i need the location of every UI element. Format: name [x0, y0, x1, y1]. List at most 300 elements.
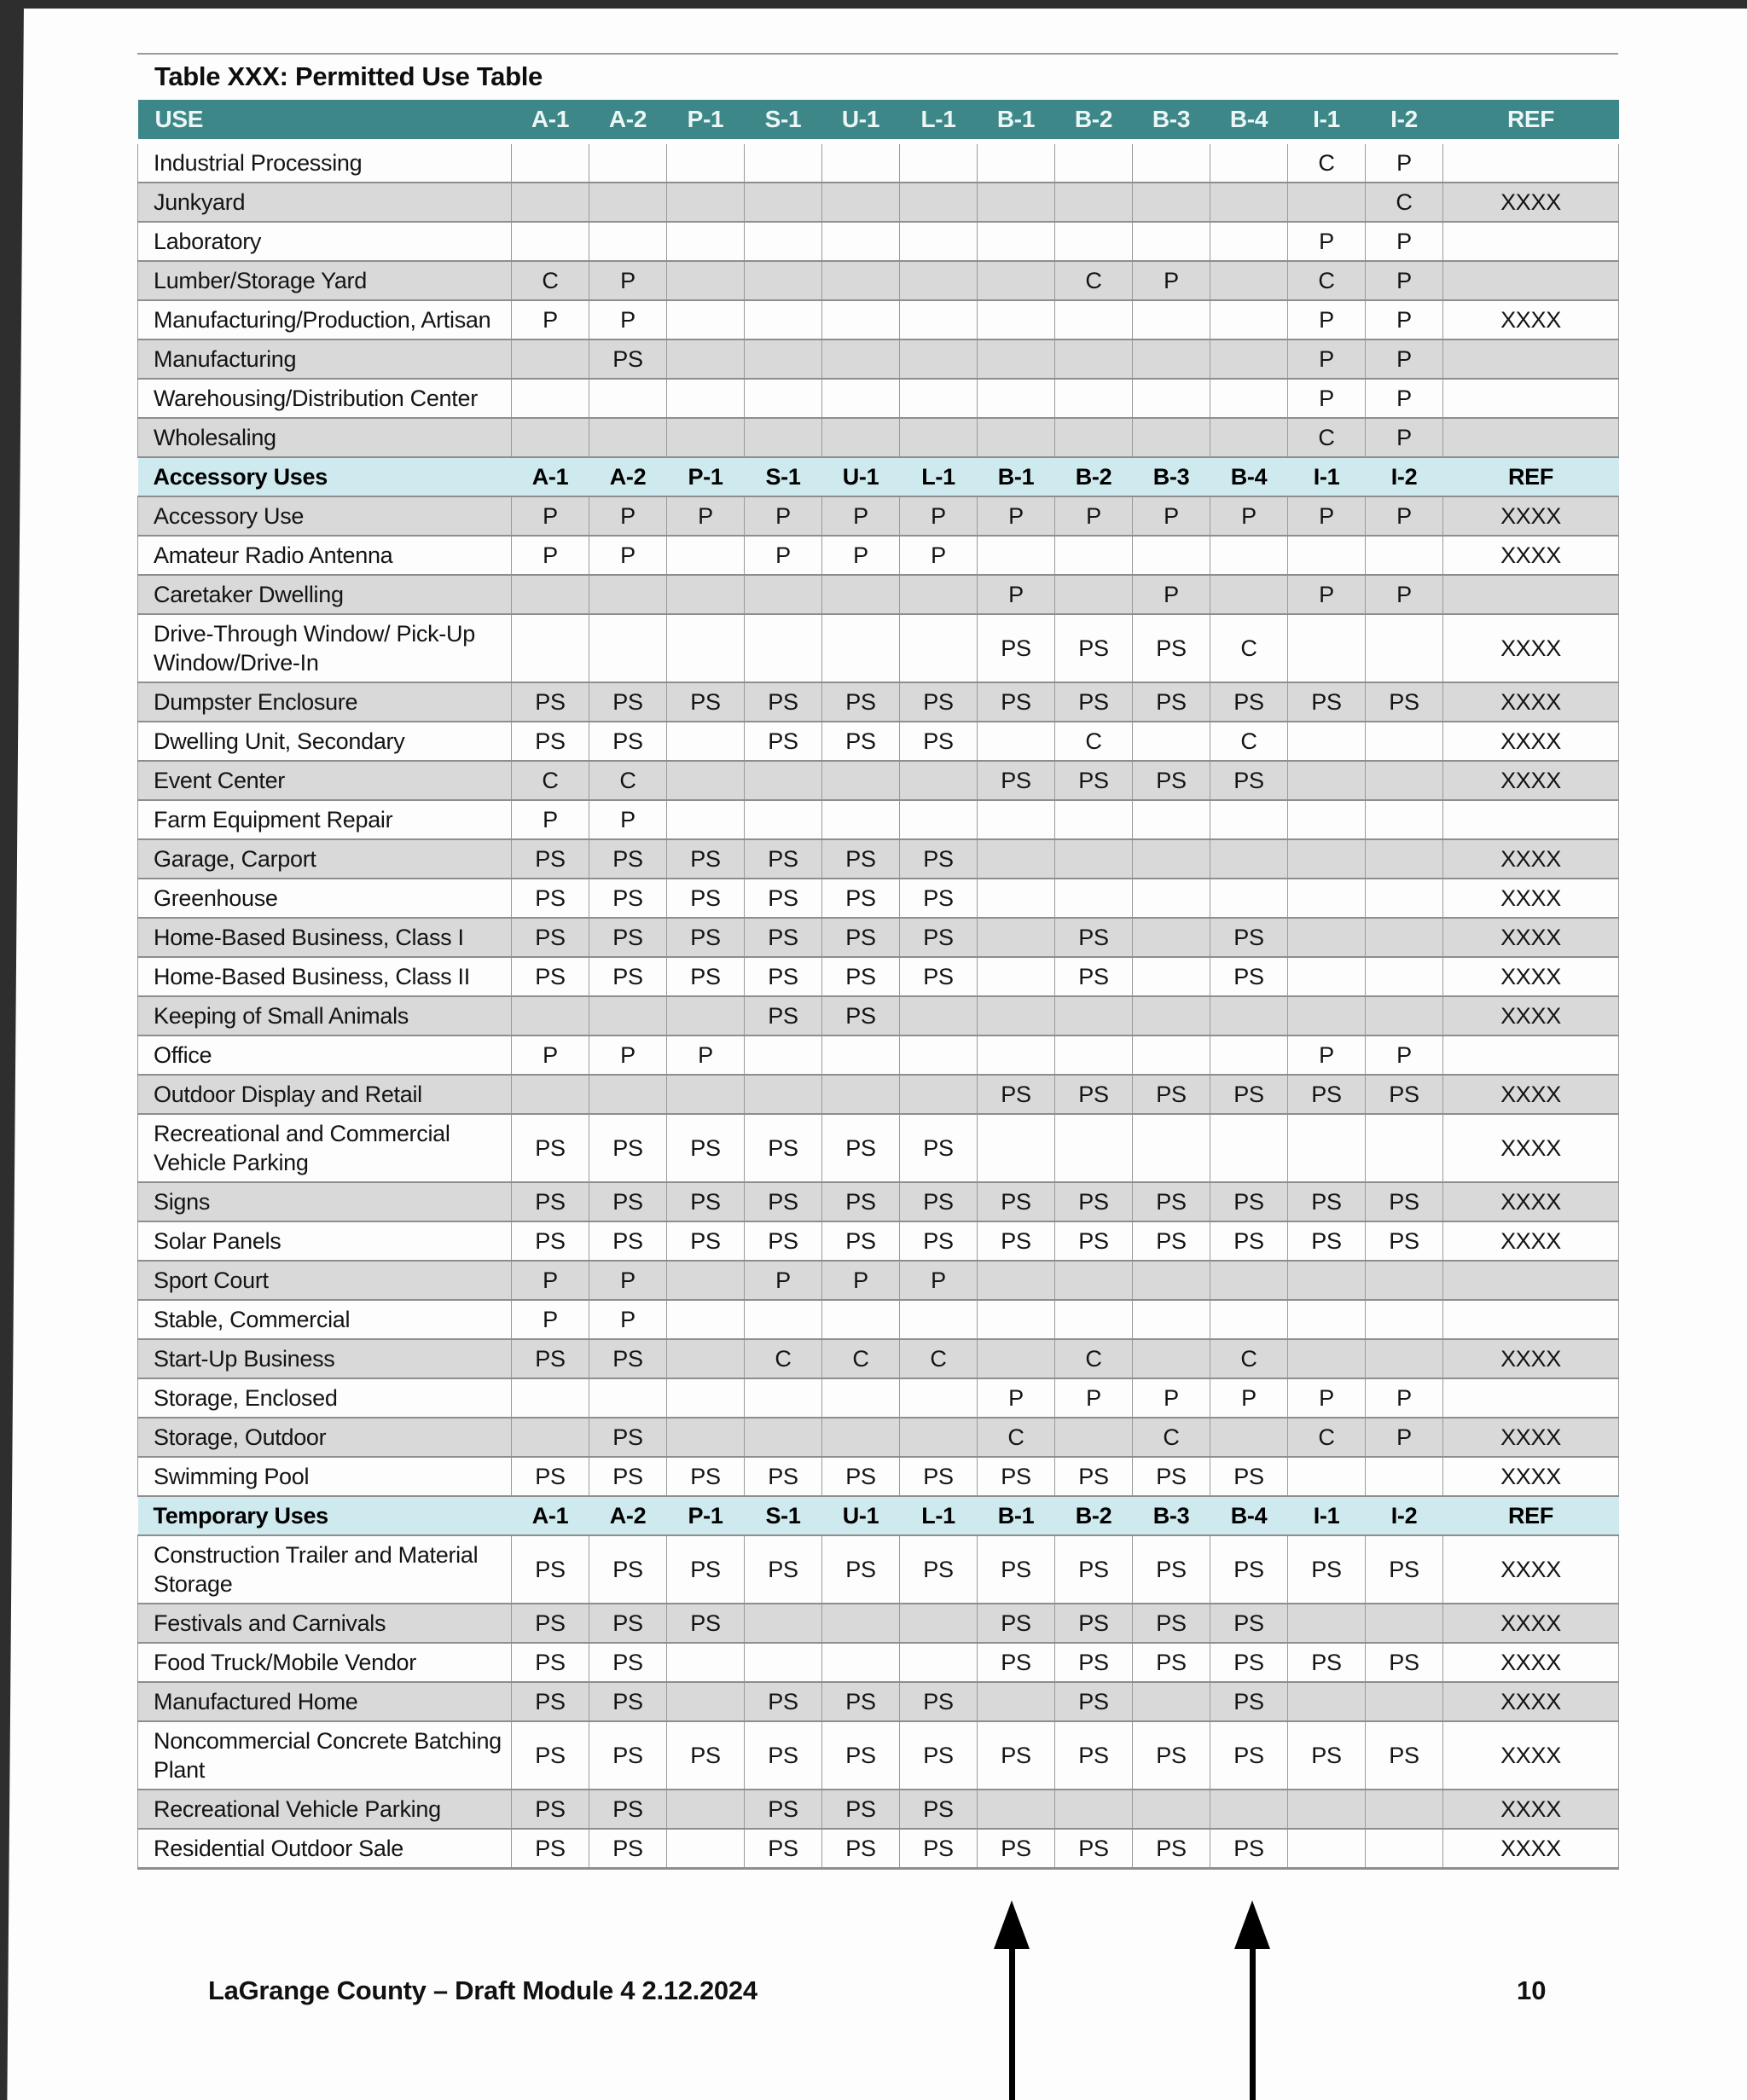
use-row — [138, 722, 1619, 761]
zone-cell-B-2 — [1055, 142, 1133, 183]
zone-cell-A-1: PS — [512, 1339, 589, 1378]
zone-cell-A-1 — [512, 418, 589, 457]
zone-cell-A-2: P — [589, 536, 667, 575]
ref-cell — [1443, 339, 1619, 379]
zone-cell-L-1 — [900, 379, 978, 418]
zone-cell-P-1 — [667, 300, 745, 339]
zone-cell-B-4 — [1210, 261, 1288, 300]
use-row — [138, 1721, 1619, 1790]
zone-cell-B-2 — [1055, 183, 1133, 222]
zone-cell-U-1 — [822, 1604, 900, 1643]
use-row — [138, 879, 1619, 918]
zone-cell-B-1 — [978, 1682, 1055, 1721]
zone-cell-B-2 — [1055, 1300, 1133, 1339]
zone-cell-A-1: PS — [512, 1682, 589, 1721]
use-row — [138, 1300, 1619, 1339]
zone-cell-L-1 — [900, 261, 978, 300]
zone-cell-A-1 — [512, 1075, 589, 1114]
zone-cell-A-1: PS — [512, 957, 589, 996]
section-col-label: B-3 — [1133, 1496, 1210, 1535]
zone-cell-A-1: PS — [512, 682, 589, 722]
section-col-label: U-1 — [822, 457, 900, 496]
use-row — [138, 418, 1619, 457]
col-header-B-1: B-1 — [978, 100, 1055, 142]
zone-cell-A-2 — [589, 222, 667, 261]
ref-cell: XXXX — [1443, 1114, 1619, 1182]
zone-cell-U-1 — [822, 1300, 900, 1339]
permitted-use-table-block — [137, 53, 1618, 1870]
zone-cell-S-1: PS — [745, 1790, 822, 1829]
zone-cell-A-2: P — [589, 496, 667, 536]
zone-cell-P-1 — [667, 1682, 745, 1721]
zone-cell-U-1 — [822, 1418, 900, 1457]
use-name-cell: Dumpster Enclosure — [138, 682, 512, 722]
zone-cell-U-1: C — [822, 1339, 900, 1378]
use-row — [138, 1829, 1619, 1869]
zone-cell-L-1 — [900, 1035, 978, 1075]
zone-cell-B-2: P — [1055, 1378, 1133, 1418]
zone-cell-P-1 — [667, 536, 745, 575]
zone-cell-B-2: PS — [1055, 761, 1133, 800]
ref-cell: XXXX — [1443, 996, 1619, 1035]
zone-cell-B-4: C — [1210, 1339, 1288, 1378]
zone-cell-L-1: PS — [900, 918, 978, 957]
zone-cell-I-2: P — [1366, 1378, 1443, 1418]
zone-cell-A-2: PS — [589, 339, 667, 379]
zone-cell-P-1 — [667, 1261, 745, 1300]
use-row — [138, 1114, 1619, 1182]
use-row — [138, 261, 1619, 300]
use-name-cell: Festivals and Carnivals — [138, 1604, 512, 1643]
zone-cell-B-3: P — [1133, 1378, 1210, 1418]
section-col-label: B-4 — [1210, 457, 1288, 496]
use-name-cell: Laboratory — [138, 222, 512, 261]
zone-cell-P-1 — [667, 1378, 745, 1418]
use-name-cell: Storage, Outdoor — [138, 1418, 512, 1457]
zone-cell-A-2: PS — [589, 682, 667, 722]
zone-cell-A-1 — [512, 142, 589, 183]
zone-cell-S-1 — [745, 800, 822, 839]
zone-cell-I-1 — [1288, 761, 1366, 800]
zone-cell-B-1 — [978, 300, 1055, 339]
zone-cell-B-1 — [978, 418, 1055, 457]
zone-cell-B-4 — [1210, 1418, 1288, 1457]
zone-cell-I-1: C — [1288, 1418, 1366, 1457]
ref-cell — [1443, 1378, 1619, 1418]
zone-cell-A-2: PS — [589, 722, 667, 761]
zone-cell-B-2: PS — [1055, 1075, 1133, 1114]
zone-cell-P-1: PS — [667, 1604, 745, 1643]
col-header-U-1: U-1 — [822, 100, 900, 142]
zone-cell-I-2 — [1366, 1300, 1443, 1339]
ref-cell: XXXX — [1443, 614, 1619, 682]
zone-cell-A-1 — [512, 1418, 589, 1457]
zone-cell-A-1: PS — [512, 1182, 589, 1221]
zone-cell-B-2 — [1055, 996, 1133, 1035]
ref-cell: XXXX — [1443, 1535, 1619, 1604]
zone-cell-S-1: PS — [745, 957, 822, 996]
use-row — [138, 379, 1619, 418]
ref-cell — [1443, 142, 1619, 183]
zone-cell-B-3: PS — [1133, 761, 1210, 800]
zone-cell-B-4 — [1210, 996, 1288, 1035]
zone-cell-P-1 — [667, 339, 745, 379]
use-row — [138, 957, 1619, 996]
section-col-label: B-3 — [1133, 457, 1210, 496]
zone-cell-U-1: PS — [822, 722, 900, 761]
zone-cell-I-2 — [1366, 957, 1443, 996]
zone-cell-B-4 — [1210, 1790, 1288, 1829]
zone-cell-B-2: PS — [1055, 682, 1133, 722]
use-row — [138, 1643, 1619, 1682]
zone-cell-B-3: PS — [1133, 614, 1210, 682]
section-col-label: A-1 — [512, 457, 589, 496]
ref-cell: XXXX — [1443, 722, 1619, 761]
use-row — [138, 300, 1619, 339]
zone-cell-B-4 — [1210, 1300, 1288, 1339]
ref-cell: XXXX — [1443, 879, 1619, 918]
use-row — [138, 536, 1619, 575]
zone-cell-A-2 — [589, 1075, 667, 1114]
arrow-head-icon — [994, 1900, 1030, 1949]
zone-cell-B-4: C — [1210, 614, 1288, 682]
use-name-cell: Outdoor Display and Retail — [138, 1075, 512, 1114]
zone-cell-S-1 — [745, 1300, 822, 1339]
zone-cell-I-2: P — [1366, 300, 1443, 339]
zone-cell-A-1: PS — [512, 1829, 589, 1869]
zone-cell-B-2: PS — [1055, 1604, 1133, 1643]
zone-cell-B-1 — [978, 1114, 1055, 1182]
zone-cell-P-1 — [667, 996, 745, 1035]
zone-cell-U-1 — [822, 761, 900, 800]
zone-cell-I-1: C — [1288, 418, 1366, 457]
zone-cell-I-1 — [1288, 1790, 1366, 1829]
zone-cell-A-1: PS — [512, 918, 589, 957]
zone-cell-A-2 — [589, 996, 667, 1035]
zone-cell-P-1 — [667, 1790, 745, 1829]
footer-document-title: LaGrange County – Draft Module 4 2.12.2024 — [208, 1975, 757, 2005]
section-header-row — [138, 457, 1619, 496]
zone-cell-B-2 — [1055, 1114, 1133, 1182]
zone-cell-B-1 — [978, 1339, 1055, 1378]
zone-cell-I-2 — [1366, 879, 1443, 918]
ref-cell — [1443, 1261, 1619, 1300]
zone-cell-U-1: PS — [822, 1114, 900, 1182]
use-name-cell: Lumber/Storage Yard — [138, 261, 512, 300]
use-row — [138, 682, 1619, 722]
zone-cell-P-1 — [667, 1643, 745, 1682]
zone-cell-B-4: PS — [1210, 1643, 1288, 1682]
use-name-cell: Accessory Use — [138, 496, 512, 536]
use-name-cell: Signs — [138, 1182, 512, 1221]
col-header-I-2: I-2 — [1366, 100, 1443, 142]
use-row — [138, 1457, 1619, 1496]
zone-cell-S-1 — [745, 183, 822, 222]
zone-cell-A-2 — [589, 142, 667, 183]
ref-cell — [1443, 575, 1619, 614]
zone-cell-B-3: PS — [1133, 1604, 1210, 1643]
use-name-cell: Home-Based Business, Class I — [138, 918, 512, 957]
zone-cell-I-2 — [1366, 1682, 1443, 1721]
zone-cell-B-3 — [1133, 879, 1210, 918]
ref-cell — [1443, 1300, 1619, 1339]
use-name-cell: Drive-Through Window/ Pick-Up Window/Drive-In — [138, 614, 512, 682]
zone-cell-S-1 — [745, 761, 822, 800]
zone-cell-U-1 — [822, 261, 900, 300]
col-header-P-1: P-1 — [667, 100, 745, 142]
zone-cell-B-2: PS — [1055, 918, 1133, 957]
zone-cell-B-4 — [1210, 800, 1288, 839]
zone-cell-I-2: P — [1366, 261, 1443, 300]
zone-cell-I-1 — [1288, 1300, 1366, 1339]
zone-cell-L-1: PS — [900, 1829, 978, 1869]
zone-cell-I-1: P — [1288, 1378, 1366, 1418]
use-row — [138, 918, 1619, 957]
zone-cell-S-1: P — [745, 1261, 822, 1300]
zone-cell-I-1: P — [1288, 575, 1366, 614]
use-name-cell: Junkyard — [138, 183, 512, 222]
zone-cell-I-1: P — [1288, 496, 1366, 536]
ref-cell: XXXX — [1443, 1418, 1619, 1457]
ref-cell: XXXX — [1443, 1604, 1619, 1643]
zone-cell-A-1 — [512, 379, 589, 418]
use-name-cell: Wholesaling — [138, 418, 512, 457]
ref-cell — [1443, 800, 1619, 839]
zone-cell-B-3 — [1133, 918, 1210, 957]
col-header-B-2: B-2 — [1055, 100, 1133, 142]
zone-cell-I-2: PS — [1366, 1535, 1443, 1604]
section-header-row — [138, 1496, 1619, 1535]
zone-cell-L-1: PS — [900, 1682, 978, 1721]
zone-cell-B-2 — [1055, 1035, 1133, 1075]
zone-cell-I-2: C — [1366, 183, 1443, 222]
zone-cell-I-2: P — [1366, 418, 1443, 457]
zone-cell-A-2: PS — [589, 1790, 667, 1829]
zone-cell-I-1 — [1288, 536, 1366, 575]
zone-cell-I-1 — [1288, 183, 1366, 222]
use-row — [138, 1790, 1619, 1829]
zone-cell-S-1: PS — [745, 1182, 822, 1221]
zone-cell-L-1 — [900, 614, 978, 682]
zone-cell-A-2: PS — [589, 1535, 667, 1604]
zone-cell-B-4 — [1210, 379, 1288, 418]
section-col-label: B-1 — [978, 457, 1055, 496]
zone-cell-L-1 — [900, 300, 978, 339]
zone-cell-B-3 — [1133, 722, 1210, 761]
zone-cell-B-4: PS — [1210, 1682, 1288, 1721]
zone-cell-A-1 — [512, 1378, 589, 1418]
zone-cell-L-1 — [900, 418, 978, 457]
zone-cell-A-1: PS — [512, 879, 589, 918]
zone-cell-I-1: PS — [1288, 1182, 1366, 1221]
zone-cell-U-1 — [822, 183, 900, 222]
use-row — [138, 1182, 1619, 1221]
zone-cell-S-1 — [745, 300, 822, 339]
zone-cell-A-2: PS — [589, 879, 667, 918]
use-name-cell: Office — [138, 1035, 512, 1075]
zone-cell-S-1 — [745, 575, 822, 614]
zone-cell-U-1: PS — [822, 1457, 900, 1496]
zone-cell-B-1: PS — [978, 1457, 1055, 1496]
zone-cell-B-3 — [1133, 536, 1210, 575]
zone-cell-B-4: PS — [1210, 1182, 1288, 1221]
zone-cell-B-4: PS — [1210, 918, 1288, 957]
zone-cell-L-1: P — [900, 1261, 978, 1300]
ref-cell — [1443, 1035, 1619, 1075]
zone-cell-B-3 — [1133, 183, 1210, 222]
use-name-cell: Amateur Radio Antenna — [138, 536, 512, 575]
zone-cell-I-1: PS — [1288, 1721, 1366, 1790]
ref-cell — [1443, 222, 1619, 261]
zone-cell-P-1: PS — [667, 918, 745, 957]
zone-cell-I-2: PS — [1366, 1075, 1443, 1114]
zone-cell-B-3 — [1133, 142, 1210, 183]
use-row — [138, 800, 1619, 839]
zone-cell-A-2: PS — [589, 1457, 667, 1496]
use-name-cell: Recreational Vehicle Parking — [138, 1790, 512, 1829]
zone-cell-L-1 — [900, 1300, 978, 1339]
zone-cell-B-1: PS — [978, 1221, 1055, 1261]
section-col-label: L-1 — [900, 457, 978, 496]
zone-cell-S-1: PS — [745, 839, 822, 879]
zone-cell-A-1: PS — [512, 1790, 589, 1829]
zone-cell-A-1: P — [512, 496, 589, 536]
zone-cell-B-1 — [978, 1300, 1055, 1339]
zone-cell-U-1 — [822, 1643, 900, 1682]
use-row — [138, 839, 1619, 879]
zone-cell-B-3 — [1133, 996, 1210, 1035]
zone-cell-I-2: P — [1366, 1035, 1443, 1075]
zone-cell-P-1 — [667, 1300, 745, 1339]
zone-cell-B-4 — [1210, 183, 1288, 222]
zone-cell-B-1: PS — [978, 1721, 1055, 1790]
ref-cell: XXXX — [1443, 496, 1619, 536]
zone-cell-A-2: PS — [589, 1114, 667, 1182]
zone-cell-L-1: PS — [900, 1221, 978, 1261]
zone-cell-B-1: PS — [978, 1604, 1055, 1643]
zone-cell-I-2 — [1366, 839, 1443, 879]
zone-cell-B-4 — [1210, 418, 1288, 457]
zone-cell-B-2 — [1055, 379, 1133, 418]
section-col-label: P-1 — [667, 457, 745, 496]
ref-cell — [1443, 418, 1619, 457]
zone-cell-L-1: PS — [900, 1182, 978, 1221]
ref-cell: XXXX — [1443, 1829, 1619, 1869]
zone-cell-I-1: P — [1288, 1035, 1366, 1075]
section-col-label: L-1 — [900, 1496, 978, 1535]
zone-cell-P-1: PS — [667, 957, 745, 996]
zone-cell-B-2: PS — [1055, 1829, 1133, 1869]
zone-cell-P-1: PS — [667, 1721, 745, 1790]
section-col-label: B-2 — [1055, 457, 1133, 496]
zone-cell-S-1: PS — [745, 996, 822, 1035]
section-col-label: I-2 — [1366, 457, 1443, 496]
zone-cell-B-2: PS — [1055, 1221, 1133, 1261]
zone-cell-I-1 — [1288, 1682, 1366, 1721]
use-row — [138, 1535, 1619, 1604]
zone-cell-A-2: PS — [589, 1182, 667, 1221]
zone-cell-B-4 — [1210, 839, 1288, 879]
zone-cell-A-1 — [512, 183, 589, 222]
zone-cell-P-1: PS — [667, 879, 745, 918]
zone-cell-L-1: PS — [900, 1535, 978, 1604]
zone-cell-B-1 — [978, 879, 1055, 918]
zone-cell-A-2: P — [589, 1300, 667, 1339]
zone-cell-I-2: PS — [1366, 1643, 1443, 1682]
zone-cell-I-1 — [1288, 614, 1366, 682]
ref-cell: XXXX — [1443, 1682, 1619, 1721]
zone-cell-A-1 — [512, 222, 589, 261]
col-header-use: USE — [138, 100, 512, 142]
zone-cell-S-1 — [745, 1643, 822, 1682]
use-name-cell: Sport Court — [138, 1261, 512, 1300]
zone-cell-B-3: C — [1133, 1418, 1210, 1457]
zone-cell-L-1 — [900, 1378, 978, 1418]
zone-cell-B-3: PS — [1133, 1721, 1210, 1790]
zone-cell-U-1: PS — [822, 1682, 900, 1721]
zone-cell-S-1 — [745, 261, 822, 300]
ref-cell — [1443, 261, 1619, 300]
use-row — [138, 575, 1619, 614]
zone-cell-P-1 — [667, 1339, 745, 1378]
zone-cell-L-1: PS — [900, 879, 978, 918]
zone-cell-S-1 — [745, 1418, 822, 1457]
zone-cell-U-1 — [822, 379, 900, 418]
zone-cell-I-1 — [1288, 1114, 1366, 1182]
zone-cell-U-1: P — [822, 536, 900, 575]
zone-cell-A-1 — [512, 575, 589, 614]
zone-cell-I-1: P — [1288, 222, 1366, 261]
zone-cell-I-1: PS — [1288, 1075, 1366, 1114]
zone-cell-P-1: PS — [667, 1457, 745, 1496]
zone-cell-B-1: PS — [978, 614, 1055, 682]
zone-cell-I-2: P — [1366, 1418, 1443, 1457]
annotation-arrow-b1 — [994, 1900, 1030, 2100]
zone-cell-A-2: C — [589, 761, 667, 800]
zone-cell-I-1: P — [1288, 339, 1366, 379]
zone-cell-I-1: PS — [1288, 1643, 1366, 1682]
zone-cell-I-2 — [1366, 1790, 1443, 1829]
zone-cell-P-1 — [667, 183, 745, 222]
zone-cell-P-1: P — [667, 496, 745, 536]
zone-cell-L-1 — [900, 339, 978, 379]
use-name-cell: Manufacturing/Production, Artisan — [138, 300, 512, 339]
use-row — [138, 1261, 1619, 1300]
zone-cell-B-4: PS — [1210, 1829, 1288, 1869]
zone-cell-I-1 — [1288, 918, 1366, 957]
zone-cell-P-1 — [667, 1829, 745, 1869]
zone-cell-P-1 — [667, 1075, 745, 1114]
zone-cell-S-1: PS — [745, 1721, 822, 1790]
zone-cell-S-1: PS — [745, 1829, 822, 1869]
use-row — [138, 183, 1619, 222]
zone-cell-A-1: P — [512, 536, 589, 575]
ref-cell: XXXX — [1443, 957, 1619, 996]
zone-cell-L-1 — [900, 1075, 978, 1114]
zone-cell-L-1 — [900, 1643, 978, 1682]
zone-cell-B-4 — [1210, 879, 1288, 918]
col-header-A-1: A-1 — [512, 100, 589, 142]
zone-cell-B-1: P — [978, 496, 1055, 536]
use-row — [138, 1221, 1619, 1261]
zone-cell-B-1 — [978, 957, 1055, 996]
zone-cell-L-1 — [900, 183, 978, 222]
zone-cell-B-4: PS — [1210, 957, 1288, 996]
use-name-cell: Event Center — [138, 761, 512, 800]
zone-cell-A-2 — [589, 614, 667, 682]
arrow-head-icon — [1234, 1900, 1270, 1949]
section-col-label: P-1 — [667, 1496, 745, 1535]
